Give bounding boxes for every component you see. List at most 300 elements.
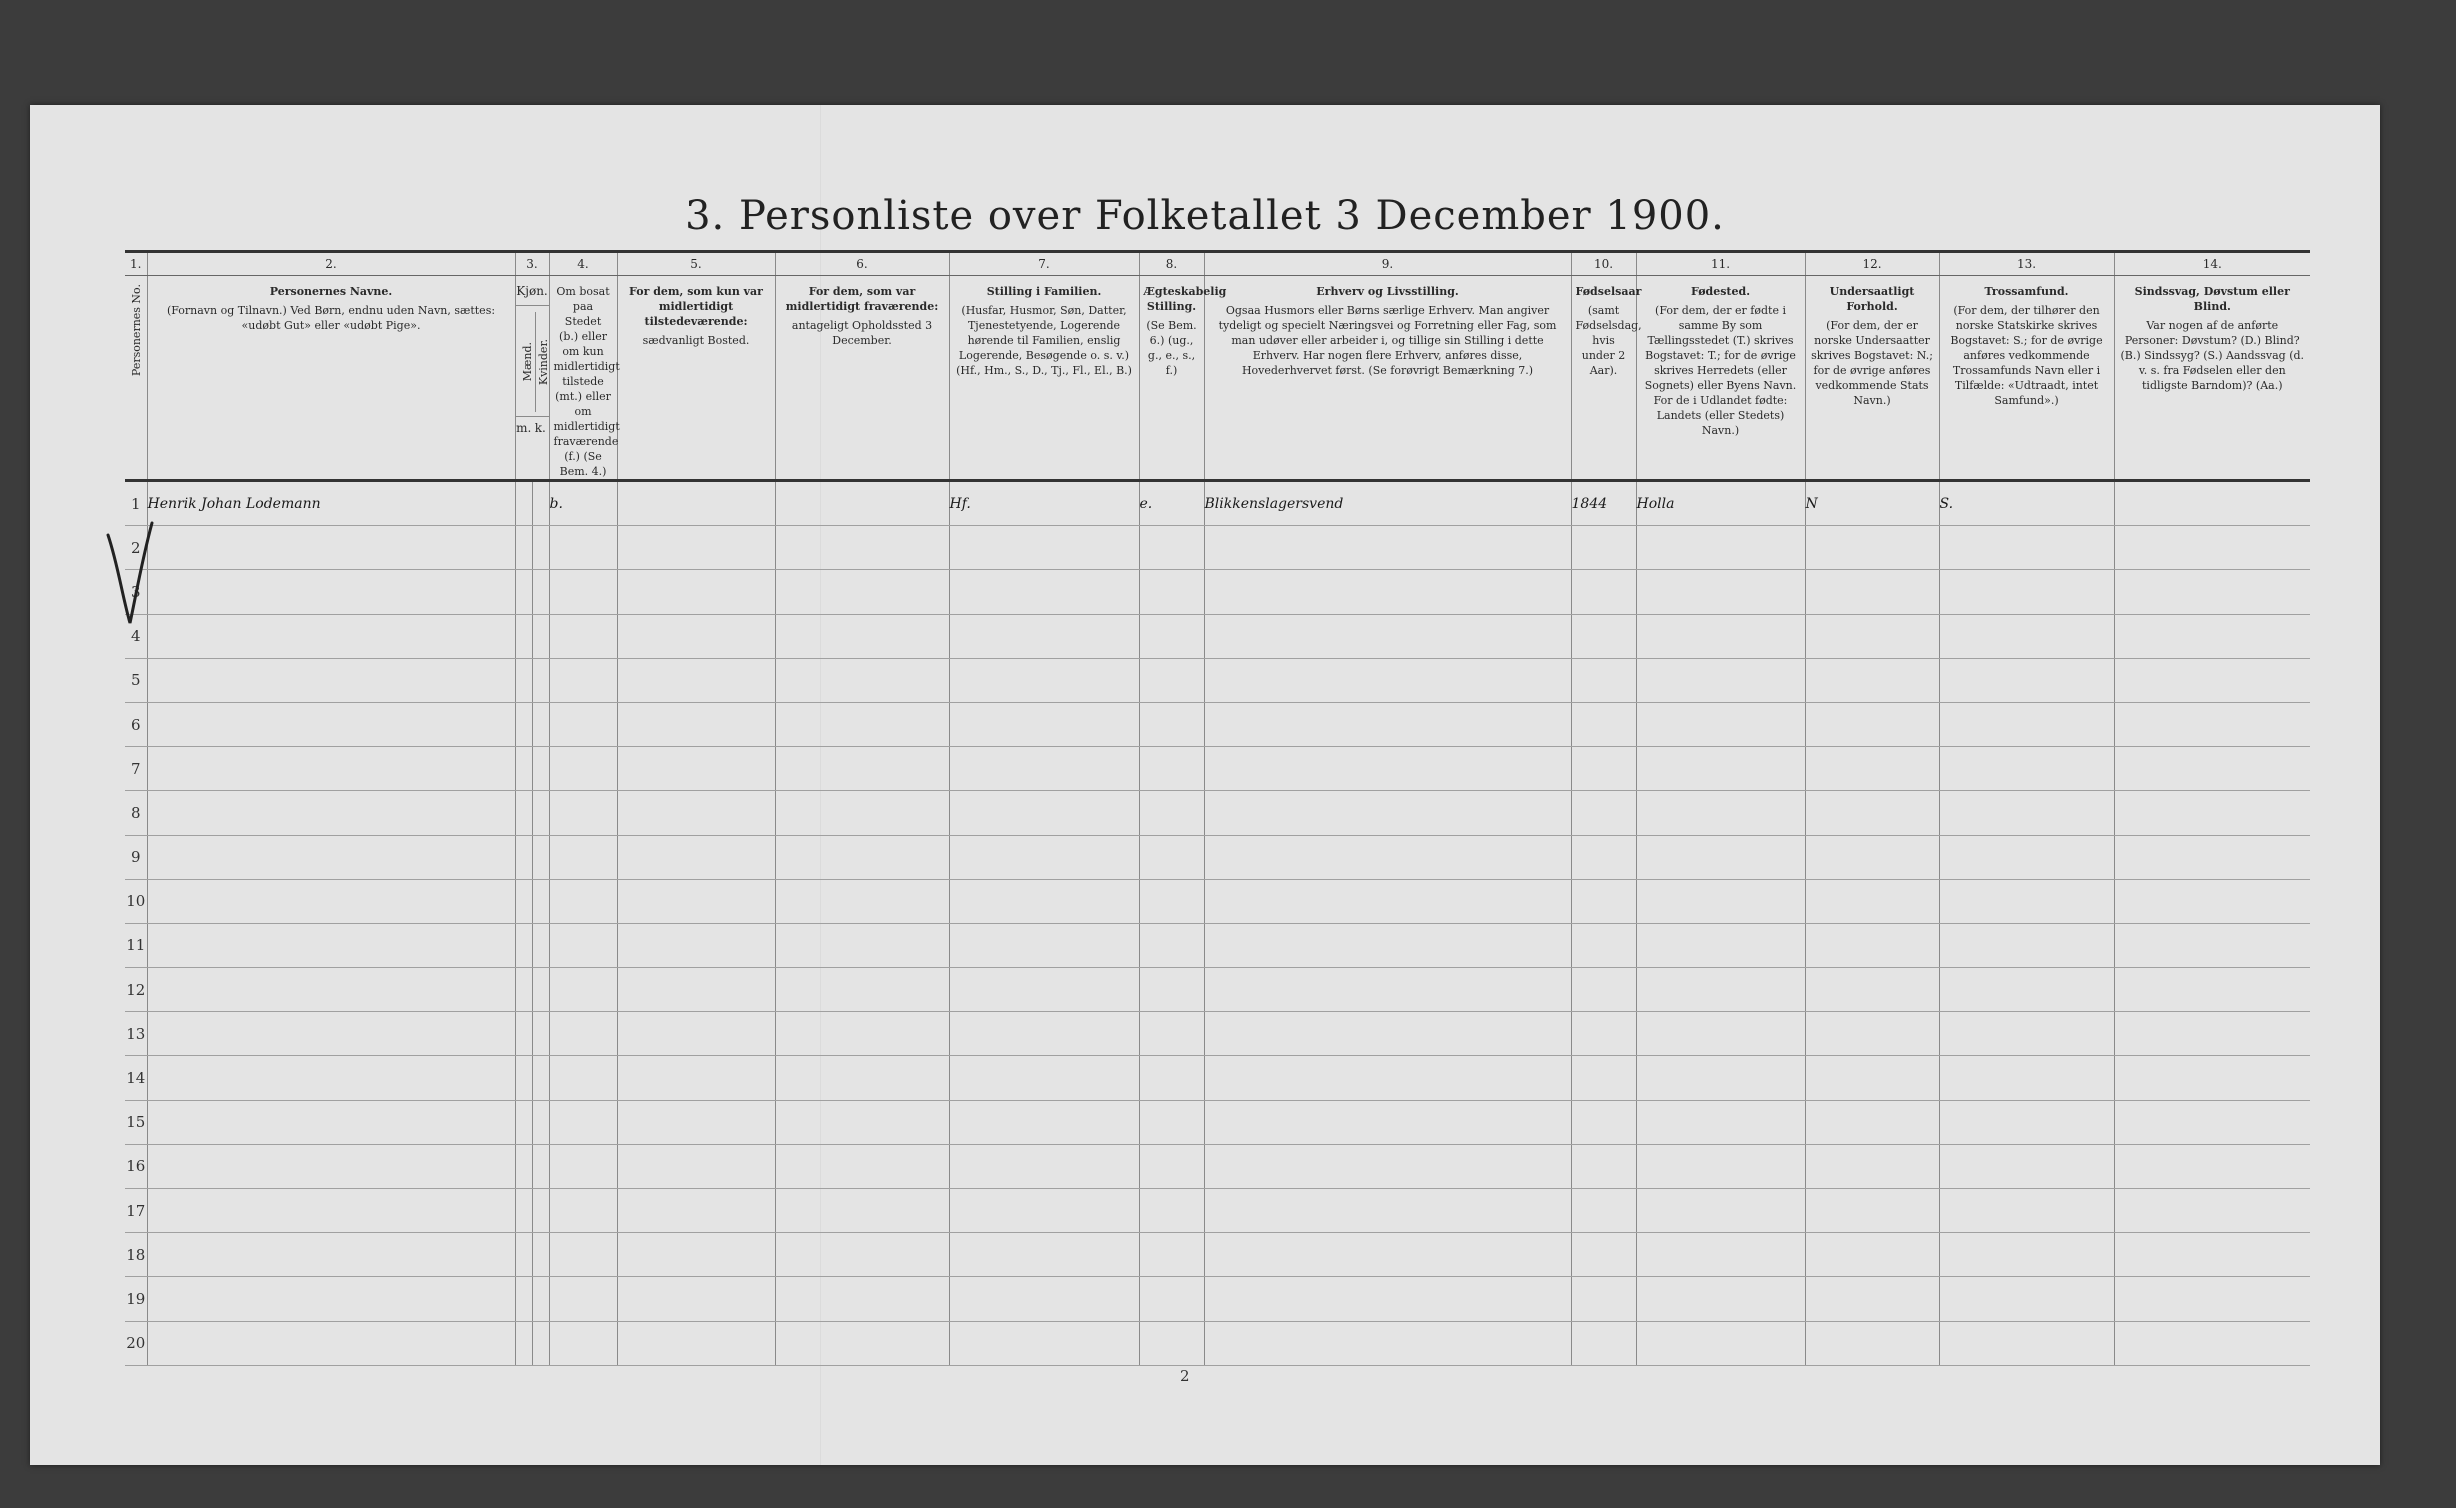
cell-religion bbox=[1939, 1144, 2114, 1188]
cell-female bbox=[532, 702, 549, 746]
header-temp-absent: For dem, som var midlertidigt fraværende: antageligt Opholdssted 3 December. bbox=[775, 276, 949, 481]
cell-residence bbox=[549, 968, 617, 1012]
cell-name bbox=[147, 1321, 515, 1365]
cell-birth-year bbox=[1571, 658, 1636, 702]
cell-marital bbox=[1139, 1012, 1204, 1056]
table-row bbox=[125, 1144, 2310, 1188]
cell-birthplace bbox=[1636, 923, 1805, 967]
cell-disability bbox=[2114, 968, 2310, 1012]
cell-female bbox=[532, 481, 549, 526]
cell-residence bbox=[549, 1056, 617, 1100]
cell-name bbox=[147, 747, 515, 791]
cell-birthplace bbox=[1636, 835, 1805, 879]
cell-residence bbox=[549, 791, 617, 835]
cell-female bbox=[532, 1144, 549, 1188]
cell-religion bbox=[1939, 1321, 2114, 1365]
cell-occupation bbox=[1204, 526, 1571, 570]
cell-birthplace bbox=[1636, 747, 1805, 791]
cell-temp-absent bbox=[775, 1189, 949, 1233]
column-number: 7. bbox=[949, 252, 1139, 276]
column-number: 13. bbox=[1939, 252, 2114, 276]
cell-residence bbox=[549, 1233, 617, 1277]
cell-female bbox=[532, 747, 549, 791]
cell-occupation bbox=[1204, 1277, 1571, 1321]
cell-temp-present bbox=[617, 835, 775, 879]
cell-temp-present bbox=[617, 1277, 775, 1321]
cell-citizenship bbox=[1805, 968, 1939, 1012]
cell-male bbox=[515, 658, 532, 702]
cell-disability bbox=[2114, 1012, 2310, 1056]
cell-citizenship bbox=[1805, 1233, 1939, 1277]
cell-family-position bbox=[949, 1233, 1139, 1277]
cell-male bbox=[515, 1277, 532, 1321]
header-names: Personernes Navne. (Fornavn og Tilnavn.) Ved Børn, endnu uden Navn, sættes: «udøbt Gut» eller «udøbt Pige». bbox=[147, 276, 515, 481]
cell-marital bbox=[1139, 835, 1204, 879]
cell-temp-absent bbox=[775, 570, 949, 614]
cell-citizenship bbox=[1805, 1056, 1939, 1100]
column-number: 14. bbox=[2114, 252, 2310, 276]
cell-citizenship bbox=[1805, 1144, 1939, 1188]
cell-temp-present bbox=[617, 570, 775, 614]
cell-female bbox=[532, 570, 549, 614]
checkmark-icon bbox=[100, 515, 160, 635]
cell-residence bbox=[549, 526, 617, 570]
cell-temp-absent bbox=[775, 923, 949, 967]
cell-female bbox=[532, 968, 549, 1012]
cell-temp-absent bbox=[775, 614, 949, 658]
cell-occupation bbox=[1204, 1100, 1571, 1144]
cell-religion bbox=[1939, 526, 2114, 570]
cell-occupation bbox=[1204, 614, 1571, 658]
cell-birth-year bbox=[1571, 1100, 1636, 1144]
cell-family-position bbox=[949, 526, 1139, 570]
table-row bbox=[125, 1100, 2310, 1144]
cell-female bbox=[532, 1056, 549, 1100]
cell-disability bbox=[2114, 658, 2310, 702]
cell-male bbox=[515, 879, 532, 923]
cell-female bbox=[532, 1100, 549, 1144]
cell-residence bbox=[549, 835, 617, 879]
row-number: 11 bbox=[125, 923, 147, 967]
cell-religion bbox=[1939, 1012, 2114, 1056]
census-sheet bbox=[30, 105, 2380, 1465]
cell-residence bbox=[549, 747, 617, 791]
cell-disability bbox=[2114, 526, 2310, 570]
cell-disability bbox=[2114, 1189, 2310, 1233]
cell-family-position: Hf. bbox=[949, 481, 1139, 526]
cell-disability bbox=[2114, 702, 2310, 746]
cell-citizenship bbox=[1805, 747, 1939, 791]
cell-temp-absent bbox=[775, 1277, 949, 1321]
cell-name: Henrik Johan Lodemann bbox=[147, 481, 515, 526]
cell-family-position bbox=[949, 879, 1139, 923]
cell-birthplace bbox=[1636, 1321, 1805, 1365]
cell-occupation: Blikkenslagersvend bbox=[1204, 481, 1571, 526]
cell-birth-year bbox=[1571, 1144, 1636, 1188]
table-row bbox=[125, 481, 2310, 526]
census-table bbox=[125, 250, 2310, 1366]
cell-name bbox=[147, 1144, 515, 1188]
cell-birth-year bbox=[1571, 879, 1636, 923]
cell-marital bbox=[1139, 1189, 1204, 1233]
cell-residence bbox=[549, 702, 617, 746]
cell-disability bbox=[2114, 481, 2310, 526]
table-row bbox=[125, 791, 2310, 835]
cell-family-position bbox=[949, 1189, 1139, 1233]
cell-residence bbox=[549, 1144, 617, 1188]
row-number: 18 bbox=[125, 1233, 147, 1277]
cell-temp-absent bbox=[775, 879, 949, 923]
cell-temp-present bbox=[617, 791, 775, 835]
cell-occupation bbox=[1204, 747, 1571, 791]
cell-birth-year bbox=[1571, 1056, 1636, 1100]
cell-marital bbox=[1139, 702, 1204, 746]
row-number: 12 bbox=[125, 968, 147, 1012]
cell-marital bbox=[1139, 1056, 1204, 1100]
cell-birth-year bbox=[1571, 570, 1636, 614]
column-number: 1. bbox=[125, 252, 147, 276]
cell-citizenship bbox=[1805, 570, 1939, 614]
cell-residence bbox=[549, 1277, 617, 1321]
cell-marital bbox=[1139, 1100, 1204, 1144]
row-number: 15 bbox=[125, 1100, 147, 1144]
row-number: 6 bbox=[125, 702, 147, 746]
cell-male bbox=[515, 1144, 532, 1188]
cell-disability bbox=[2114, 923, 2310, 967]
cell-marital bbox=[1139, 747, 1204, 791]
cell-marital bbox=[1139, 879, 1204, 923]
cell-religion bbox=[1939, 791, 2114, 835]
column-number: 5. bbox=[617, 252, 775, 276]
cell-marital bbox=[1139, 526, 1204, 570]
cell-religion bbox=[1939, 968, 2114, 1012]
cell-male bbox=[515, 1012, 532, 1056]
cell-temp-present bbox=[617, 702, 775, 746]
cell-family-position bbox=[949, 1277, 1139, 1321]
cell-male bbox=[515, 702, 532, 746]
cell-religion bbox=[1939, 1189, 2114, 1233]
cell-residence bbox=[549, 658, 617, 702]
cell-female bbox=[532, 1012, 549, 1056]
table-row bbox=[125, 702, 2310, 746]
cell-birth-year: 1844 bbox=[1571, 481, 1636, 526]
cell-citizenship bbox=[1805, 879, 1939, 923]
cell-occupation bbox=[1204, 658, 1571, 702]
cell-citizenship bbox=[1805, 835, 1939, 879]
cell-birth-year bbox=[1571, 1321, 1636, 1365]
cell-occupation bbox=[1204, 570, 1571, 614]
table-row bbox=[125, 1056, 2310, 1100]
cell-temp-present bbox=[617, 1100, 775, 1144]
table-row bbox=[125, 526, 2310, 570]
column-number: 2. bbox=[147, 252, 515, 276]
cell-religion bbox=[1939, 614, 2114, 658]
header-residence: Om bosat paa Stedet (b.) eller om kun midlertidigt tilstede (mt.) eller om midlertidigt fraværende (f.) (Se Bem. 4.) bbox=[549, 276, 617, 481]
column-number: 8. bbox=[1139, 252, 1204, 276]
page-title: 3. Personliste over Folketallet 3 December 1900. bbox=[685, 193, 1725, 239]
cell-name bbox=[147, 526, 515, 570]
table-row bbox=[125, 968, 2310, 1012]
header-gender: Kjøn. Mænd. Kvinder. m. k. bbox=[515, 276, 549, 481]
cell-family-position bbox=[949, 614, 1139, 658]
cell-disability bbox=[2114, 1321, 2310, 1365]
cell-citizenship bbox=[1805, 1100, 1939, 1144]
cell-male bbox=[515, 835, 532, 879]
cell-family-position bbox=[949, 1321, 1139, 1365]
cell-temp-present bbox=[617, 879, 775, 923]
cell-religion bbox=[1939, 923, 2114, 967]
cell-name bbox=[147, 1100, 515, 1144]
cell-disability bbox=[2114, 791, 2310, 835]
header-citizenship: Undersaatligt Forhold. (For dem, der er norske Undersaatter skrives Bogstavet: N.; for de øvrige anføres vedkommende Stats Navn.) bbox=[1805, 276, 1939, 481]
cell-religion bbox=[1939, 1056, 2114, 1100]
row-number: 20 bbox=[125, 1321, 147, 1365]
row-number: 1 bbox=[125, 481, 147, 526]
cell-family-position bbox=[949, 791, 1139, 835]
header-marital: Ægteskabelig Stilling. (Se Bem. 6.) (ug., g., e., s., f.) bbox=[1139, 276, 1204, 481]
cell-temp-absent bbox=[775, 702, 949, 746]
row-number: 4 bbox=[125, 614, 147, 658]
table-row bbox=[125, 1012, 2310, 1056]
cell-name bbox=[147, 1233, 515, 1277]
cell-female bbox=[532, 791, 549, 835]
cell-religion bbox=[1939, 702, 2114, 746]
cell-birth-year bbox=[1571, 791, 1636, 835]
cell-disability bbox=[2114, 1277, 2310, 1321]
cell-religion: S. bbox=[1939, 481, 2114, 526]
cell-temp-absent bbox=[775, 1321, 949, 1365]
cell-occupation bbox=[1204, 923, 1571, 967]
cell-birth-year bbox=[1571, 835, 1636, 879]
cell-temp-present bbox=[617, 923, 775, 967]
cell-birthplace bbox=[1636, 791, 1805, 835]
cell-family-position bbox=[949, 1144, 1139, 1188]
cell-marital bbox=[1139, 1277, 1204, 1321]
cell-residence bbox=[549, 1012, 617, 1056]
cell-residence bbox=[549, 923, 617, 967]
cell-birth-year bbox=[1571, 526, 1636, 570]
cell-occupation bbox=[1204, 1321, 1571, 1365]
column-number: 4. bbox=[549, 252, 617, 276]
cell-temp-absent bbox=[775, 1056, 949, 1100]
cell-residence bbox=[549, 614, 617, 658]
cell-temp-present bbox=[617, 968, 775, 1012]
table-row bbox=[125, 835, 2310, 879]
cell-citizenship: N bbox=[1805, 481, 1939, 526]
cell-female bbox=[532, 526, 549, 570]
cell-birthplace bbox=[1636, 526, 1805, 570]
cell-male bbox=[515, 614, 532, 658]
row-number: 9 bbox=[125, 835, 147, 879]
cell-citizenship bbox=[1805, 1012, 1939, 1056]
cell-female bbox=[532, 614, 549, 658]
cell-citizenship bbox=[1805, 526, 1939, 570]
cell-religion bbox=[1939, 879, 2114, 923]
cell-male bbox=[515, 1233, 532, 1277]
cell-temp-present bbox=[617, 1189, 775, 1233]
cell-male bbox=[515, 570, 532, 614]
header-temp-present: For dem, som kun var midlertidigt tilstedeværende: sædvanligt Bosted. bbox=[617, 276, 775, 481]
cell-temp-present bbox=[617, 1233, 775, 1277]
cell-family-position bbox=[949, 570, 1139, 614]
cell-birth-year bbox=[1571, 1189, 1636, 1233]
cell-birth-year bbox=[1571, 702, 1636, 746]
row-number: 19 bbox=[125, 1277, 147, 1321]
cell-temp-absent bbox=[775, 968, 949, 1012]
cell-female bbox=[532, 1277, 549, 1321]
cell-disability bbox=[2114, 1100, 2310, 1144]
cell-residence bbox=[549, 1100, 617, 1144]
cell-marital bbox=[1139, 968, 1204, 1012]
cell-male bbox=[515, 526, 532, 570]
cell-occupation bbox=[1204, 835, 1571, 879]
cell-female bbox=[532, 658, 549, 702]
cell-male bbox=[515, 791, 532, 835]
cell-birthplace bbox=[1636, 968, 1805, 1012]
table-row bbox=[125, 1277, 2310, 1321]
cell-female bbox=[532, 1321, 549, 1365]
row-number: 14 bbox=[125, 1056, 147, 1100]
cell-male bbox=[515, 923, 532, 967]
column-number: 9. bbox=[1204, 252, 1571, 276]
cell-temp-absent bbox=[775, 526, 949, 570]
cell-family-position bbox=[949, 658, 1139, 702]
cell-marital: e. bbox=[1139, 481, 1204, 526]
cell-religion bbox=[1939, 835, 2114, 879]
cell-female bbox=[532, 835, 549, 879]
cell-family-position bbox=[949, 1012, 1139, 1056]
cell-marital bbox=[1139, 791, 1204, 835]
cell-occupation bbox=[1204, 1144, 1571, 1188]
table-row bbox=[125, 747, 2310, 791]
column-number: 6. bbox=[775, 252, 949, 276]
cell-occupation bbox=[1204, 702, 1571, 746]
cell-birthplace bbox=[1636, 1144, 1805, 1188]
cell-occupation bbox=[1204, 1012, 1571, 1056]
cell-female bbox=[532, 879, 549, 923]
table-row bbox=[125, 1189, 2310, 1233]
cell-religion bbox=[1939, 747, 2114, 791]
cell-occupation bbox=[1204, 879, 1571, 923]
cell-temp-absent bbox=[775, 1100, 949, 1144]
cell-temp-present bbox=[617, 1321, 775, 1365]
table-row bbox=[125, 1233, 2310, 1277]
cell-temp-present bbox=[617, 1144, 775, 1188]
cell-marital bbox=[1139, 614, 1204, 658]
cell-residence: b. bbox=[549, 481, 617, 526]
table-row bbox=[125, 570, 2310, 614]
cell-birthplace bbox=[1636, 658, 1805, 702]
cell-name bbox=[147, 923, 515, 967]
row-number: 2 bbox=[125, 526, 147, 570]
cell-temp-present bbox=[617, 1056, 775, 1100]
table-row bbox=[125, 879, 2310, 923]
cell-marital bbox=[1139, 1233, 1204, 1277]
cell-religion bbox=[1939, 1100, 2114, 1144]
cell-birthplace: Holla bbox=[1636, 481, 1805, 526]
cell-temp-absent bbox=[775, 835, 949, 879]
row-number: 16 bbox=[125, 1144, 147, 1188]
cell-family-position bbox=[949, 923, 1139, 967]
column-number: 10. bbox=[1571, 252, 1636, 276]
column-number-row bbox=[125, 252, 2310, 276]
cell-temp-present bbox=[617, 1012, 775, 1056]
cell-family-position bbox=[949, 702, 1139, 746]
header-person-no: Personernes No. bbox=[125, 276, 147, 481]
table-row bbox=[125, 658, 2310, 702]
column-number: 11. bbox=[1636, 252, 1805, 276]
header-birth-year: Fødselsaar (samt Fødselsdag, hvis under 2 Aar). bbox=[1571, 276, 1636, 481]
column-number: 3. bbox=[515, 252, 549, 276]
cell-marital bbox=[1139, 658, 1204, 702]
cell-family-position bbox=[949, 747, 1139, 791]
cell-name bbox=[147, 791, 515, 835]
header-occupation: Erhverv og Livsstilling. Ogsaa Husmors eller Børns særlige Erhverv. Man angiver tydeligt og specielt Næringsvei og Forretning eller Fag, som man udøver eller arbeider i, og tillige sin Stilling i dette Erhverv. Har nogen flere Erhverv, anføres disse, Hovederhvervet først. (Se forøvrigt Bemærkning 7.) bbox=[1204, 276, 1571, 481]
cell-birthplace bbox=[1636, 879, 1805, 923]
cell-disability bbox=[2114, 1056, 2310, 1100]
header-disability: Sindssvag, Døvstum eller Blind. Var nogen af de anførte Personer: Døvstum? (D.) Blind? (B.) Sindssyg? (S.) Aandssvag (d. v. s. fra Fødselen eller den tidligste Barndom)? (Aa.) bbox=[2114, 276, 2310, 481]
cell-citizenship bbox=[1805, 791, 1939, 835]
cell-birthplace bbox=[1636, 1056, 1805, 1100]
cell-female bbox=[532, 923, 549, 967]
cell-male bbox=[515, 1100, 532, 1144]
cell-citizenship bbox=[1805, 923, 1939, 967]
cell-male bbox=[515, 1321, 532, 1365]
cell-citizenship bbox=[1805, 658, 1939, 702]
cell-birth-year bbox=[1571, 1012, 1636, 1056]
table-row bbox=[125, 614, 2310, 658]
cell-temp-absent bbox=[775, 747, 949, 791]
cell-disability bbox=[2114, 835, 2310, 879]
header-row bbox=[125, 276, 2310, 481]
row-number: 13 bbox=[125, 1012, 147, 1056]
cell-birthplace bbox=[1636, 1233, 1805, 1277]
cell-male bbox=[515, 968, 532, 1012]
cell-temp-absent bbox=[775, 791, 949, 835]
cell-family-position bbox=[949, 968, 1139, 1012]
cell-disability bbox=[2114, 570, 2310, 614]
cell-name bbox=[147, 702, 515, 746]
cell-male bbox=[515, 481, 532, 526]
cell-name bbox=[147, 614, 515, 658]
cell-name bbox=[147, 835, 515, 879]
cell-family-position bbox=[949, 835, 1139, 879]
cell-female bbox=[532, 1233, 549, 1277]
cell-occupation bbox=[1204, 1189, 1571, 1233]
row-number: 17 bbox=[125, 1189, 147, 1233]
cell-temp-absent bbox=[775, 658, 949, 702]
cell-birthplace bbox=[1636, 1100, 1805, 1144]
cell-religion bbox=[1939, 1233, 2114, 1277]
cell-marital bbox=[1139, 1321, 1204, 1365]
cell-name bbox=[147, 658, 515, 702]
cell-occupation bbox=[1204, 791, 1571, 835]
cell-occupation bbox=[1204, 1056, 1571, 1100]
cell-temp-absent bbox=[775, 481, 949, 526]
cell-birthplace bbox=[1636, 570, 1805, 614]
page-number: 2 bbox=[1180, 1367, 1190, 1385]
cell-religion bbox=[1939, 658, 2114, 702]
cell-name bbox=[147, 1012, 515, 1056]
cell-citizenship bbox=[1805, 1189, 1939, 1233]
row-number: 7 bbox=[125, 747, 147, 791]
cell-religion bbox=[1939, 570, 2114, 614]
cell-temp-present bbox=[617, 481, 775, 526]
cell-birth-year bbox=[1571, 747, 1636, 791]
cell-temp-absent bbox=[775, 1012, 949, 1056]
cell-birth-year bbox=[1571, 923, 1636, 967]
cell-temp-present bbox=[617, 614, 775, 658]
